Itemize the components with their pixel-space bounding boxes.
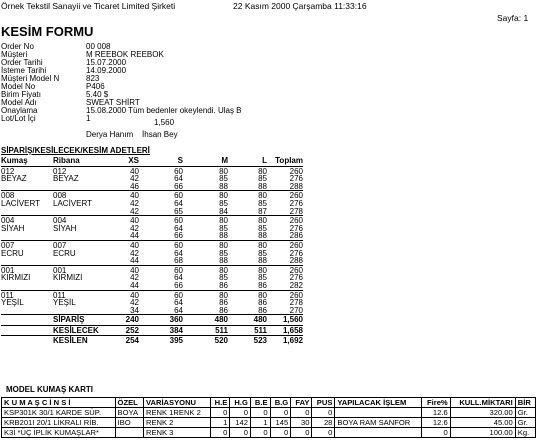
qty-cell: 276 [289, 223, 303, 233]
fabric-cell: KRB201I 20/1 LİKRALI RİB. [2, 418, 116, 428]
qty-cell: 44 [130, 256, 139, 266]
fabric-cell: 1 [210, 418, 230, 428]
qty-cell: 270 [289, 305, 303, 315]
total-value: 1,560 [267, 315, 303, 326]
qty-cell: 86 [258, 280, 267, 290]
qty-cell: 87 [258, 206, 267, 216]
qty-cell: 40 [101, 240, 139, 249]
kumas-cell: 012 [1, 166, 53, 175]
qty-cell: 260 [267, 290, 303, 299]
total-value: 523 [228, 336, 267, 346]
qty-cell: 80 [183, 166, 228, 175]
qty-cell: 85 [258, 248, 267, 258]
ribana-cell [53, 307, 101, 315]
qty-cell: 64 [174, 273, 183, 283]
fabric-cell: 45.00 [450, 418, 515, 428]
field-value: 1 [86, 114, 91, 123]
total-value: 254 [101, 336, 139, 346]
table-row [1, 282, 303, 290]
col-ribana: Ribana [53, 156, 80, 165]
col-kumas: Kumaş [1, 156, 28, 165]
qty-cell: 40 [101, 216, 139, 225]
fabric-cell: KSP301K 30/1 KARDE SÜP. [2, 408, 116, 418]
col-s: S [177, 156, 183, 165]
fabric-cell: 320.00 [450, 408, 515, 418]
qty-cell: 85 [219, 248, 228, 258]
col-toplam: Toplam [275, 156, 303, 165]
qty-cell: 66 [174, 280, 183, 290]
cut-quantity-table [1, 157, 303, 346]
qty-cell: 80 [183, 216, 228, 225]
qty-cell: 44 [130, 231, 139, 241]
ribana-cell: 007 [53, 240, 101, 249]
qty-cell: 86 [219, 305, 228, 315]
table-row [2, 428, 536, 438]
qty-cell: 80 [183, 240, 228, 249]
qty-cell: 68 [174, 256, 183, 266]
qty-cell: 85 [219, 174, 228, 184]
field-value: M REEBOK REEBOK [86, 50, 164, 59]
qty-cell: 60 [139, 191, 183, 200]
col-xs: XS [128, 156, 139, 165]
kumas-cell: 007 [1, 240, 53, 249]
fabric-cell: 1 [250, 418, 270, 428]
qty-cell: 64 [174, 223, 183, 233]
qty-cell: 288 [289, 256, 303, 266]
qty-cell: 60 [139, 216, 183, 225]
total-value: 252 [101, 325, 139, 336]
field-label: Order Tarihi [1, 58, 43, 67]
kumas-cell: BEYAZ [1, 174, 27, 184]
fabric-col-header: B.G [270, 398, 291, 408]
qty-cell: 42 [130, 206, 139, 216]
qty-cell: 60 [139, 240, 183, 249]
qty-cell: 80 [183, 265, 228, 274]
ribana-cell: 004 [53, 216, 101, 225]
total-value: 240 [101, 315, 139, 326]
qty-cell: 42 [130, 273, 139, 283]
total-label: SİPARİŞ [53, 315, 101, 326]
qty-cell: 88 [219, 181, 228, 191]
qty-cell: 80 [228, 290, 267, 299]
fabric-cell: 0 [250, 408, 270, 418]
qty-cell: 88 [258, 181, 267, 191]
field-value: 14.09.2000 [86, 66, 127, 75]
qty-cell: 86 [219, 298, 228, 308]
fabric-cell: 30 [291, 418, 312, 428]
qty-cell: 42 [130, 298, 139, 308]
ribana-cell: 011 [53, 290, 101, 299]
fabric-table-header [2, 398, 536, 408]
fabric-cell: 0 [210, 428, 230, 438]
qty-cell: 65 [174, 206, 183, 216]
kumas-cell [1, 307, 53, 315]
page-title: KESİM FORMU [1, 24, 94, 39]
ribana-cell [53, 208, 101, 216]
cut-section-title: SİPARİŞ/KESİLECEK/KESİM ADETLERİ [1, 146, 150, 155]
fabric-cell: BOYA RAM SANFOR [335, 418, 422, 428]
kumas-cell: ECRU [1, 248, 24, 258]
field-label: Model Adı [1, 98, 37, 107]
total-value: 480 [228, 315, 267, 326]
fabric-col-header: PUS [312, 398, 335, 408]
table-row [2, 408, 536, 418]
qty-cell: 260 [267, 166, 303, 175]
table-row [1, 208, 303, 216]
qty-cell: 278 [289, 206, 303, 216]
qty-cell: 40 [101, 265, 139, 274]
qty-cell: 80 [183, 191, 228, 200]
qty-cell: 44 [130, 280, 139, 290]
qty-cell: 282 [289, 280, 303, 290]
fabric-col-header: K U M A Ş C İ N S İ [2, 398, 116, 408]
qty-cell: 88 [258, 231, 267, 241]
table-row [1, 232, 303, 240]
col-m: M [221, 156, 228, 165]
fabric-col-header: KULL.MİKTARI [450, 398, 515, 408]
qty-cell: 276 [289, 174, 303, 184]
fabric-col-header: VARİASYONU [143, 398, 210, 408]
total-spacer [1, 325, 53, 336]
field-label: Order No [1, 42, 34, 51]
fabric-cell: 100.00 [450, 428, 515, 438]
fabric-cell: K3İ *ÜÇ İPLİK KUMAŞLAR* [2, 428, 116, 438]
kumas-cell [1, 208, 53, 216]
fabric-cell: 0 [422, 428, 451, 438]
fabric-cell: Kg. [515, 428, 535, 438]
field-value: 15.08.2000 Tüm bedenler okeylendi. Ulaş B [86, 106, 242, 115]
fabric-col-header: B.E [250, 398, 270, 408]
field-value: 00 008 [86, 42, 111, 51]
qty-cell: 66 [174, 231, 183, 241]
total-label: KESİLEN [53, 336, 101, 346]
kumas-cell [1, 232, 53, 240]
table-row [1, 307, 303, 315]
qty-cell: 86 [219, 280, 228, 290]
lot-quantity: 1,560 [154, 118, 175, 127]
fabric-col-header: H.E [210, 398, 230, 408]
qty-cell: 85 [219, 223, 228, 233]
qty-cell: 260 [267, 191, 303, 200]
total-spacer [1, 315, 53, 326]
col-l: L [262, 156, 267, 165]
qty-cell: 42 [130, 174, 139, 184]
kumas-cell [1, 282, 53, 290]
table-row [1, 257, 303, 265]
fabric-cell: 0 [291, 408, 312, 418]
qty-cell: 64 [174, 305, 183, 315]
qty-cell: 85 [258, 273, 267, 283]
total-value: 520 [183, 336, 228, 346]
qty-cell: 80 [228, 191, 267, 200]
fabric-col-header: YAPILACAK İŞLEM [335, 398, 422, 408]
kumas-cell: 008 [1, 191, 53, 200]
kumas-cell: SİYAH [1, 223, 25, 233]
field-value: 823 [86, 74, 100, 83]
qty-cell: 80 [228, 166, 267, 175]
qty-cell: 86 [258, 305, 267, 315]
fabric-cell: 0 [250, 428, 270, 438]
fabric-cell: 142 [230, 418, 251, 428]
total-value: 395 [139, 336, 183, 346]
total-spacer [1, 336, 53, 346]
kumas-cell: YEŞİL [1, 298, 24, 308]
qty-cell: 80 [183, 290, 228, 299]
fabric-card-table [1, 397, 536, 438]
total-value: 360 [139, 315, 183, 326]
field-value: SWEAT SHİRT [86, 98, 140, 107]
fabric-cell [335, 428, 422, 438]
fabric-cell: 0 [312, 408, 335, 418]
field-label: Birim Fiyatı [1, 90, 41, 99]
qty-cell: 85 [258, 174, 267, 184]
field-label: Müşteri Model N [1, 74, 60, 83]
field-label: Lot/Lot İçi [1, 114, 36, 123]
fabric-cell: RENK 2 [143, 418, 210, 428]
kumas-cell: LACİVERT [1, 198, 40, 208]
ribana-cell: ECRU [53, 248, 76, 258]
total-value: 511 [228, 325, 267, 336]
kumas-cell: 011 [1, 290, 53, 299]
qty-cell: 64 [174, 298, 183, 308]
field-label: Model No [1, 82, 36, 91]
total-row [1, 325, 303, 336]
qty-cell: 276 [289, 273, 303, 283]
qty-cell: 84 [219, 206, 228, 216]
qty-cell: 288 [289, 181, 303, 191]
qty-cell: 80 [228, 240, 267, 249]
total-row [1, 315, 303, 326]
qty-cell: 88 [219, 256, 228, 266]
kumas-cell: 001 [1, 265, 53, 274]
fabric-cell: 0 [230, 408, 251, 418]
qty-cell: 85 [258, 223, 267, 233]
qty-cell: 85 [258, 198, 267, 208]
kumas-cell [1, 257, 53, 265]
qty-cell: 64 [174, 174, 183, 184]
total-value: 1,658 [267, 325, 303, 336]
qty-cell: 88 [219, 231, 228, 241]
kumas-cell [1, 183, 53, 191]
total-value: 384 [139, 325, 183, 336]
qty-cell: 60 [139, 290, 183, 299]
qty-cell: 60 [139, 166, 183, 175]
ribana-cell [53, 257, 101, 265]
total-row [1, 336, 303, 346]
qty-cell: 40 [101, 290, 139, 299]
qty-cell: 260 [267, 265, 303, 274]
print-datetime: 22 Kasım 2000 Çarşamba 11:33:16 [233, 1, 367, 11]
qty-cell: 276 [289, 248, 303, 258]
fabric-cell [115, 428, 143, 438]
fabric-col-header: FAY [291, 398, 312, 408]
fabric-cell: 0 [270, 428, 291, 438]
table-row [1, 183, 303, 191]
total-value: 480 [183, 315, 228, 326]
fabric-cell: RENK 1RENK 2 [143, 408, 210, 418]
fabric-cell: BOYA [115, 408, 143, 418]
page-number: Sayfa: 1 [497, 13, 529, 23]
fabric-cell: 12.6 [422, 408, 451, 418]
fabric-cell: 28 [312, 418, 335, 428]
kumas-cell: KIRMIZI [1, 273, 31, 283]
fabric-cell: 0 [312, 428, 335, 438]
ribana-cell: 008 [53, 191, 101, 200]
fabric-cell: 0 [270, 408, 291, 418]
ribana-cell [53, 232, 101, 240]
qty-cell: 60 [139, 265, 183, 274]
qty-cell: 86 [258, 298, 267, 308]
total-value: 511 [183, 325, 228, 336]
table-row [2, 418, 536, 428]
qty-cell: 46 [130, 181, 139, 191]
fabric-col-header: H.G [230, 398, 251, 408]
ribana-cell: YEŞİL [53, 298, 76, 308]
ribana-cell: KIRMIZI [53, 273, 83, 283]
field-value: 15.07.2000 [86, 58, 127, 67]
fabric-col-header: BİR [515, 398, 535, 408]
kumas-cell: 004 [1, 216, 53, 225]
fabric-cell: 0 [230, 428, 251, 438]
qty-cell: 42 [130, 248, 139, 258]
qty-cell: 64 [174, 248, 183, 258]
ribana-cell: SİYAH [53, 223, 77, 233]
ribana-cell: 012 [53, 166, 101, 175]
qty-cell: 40 [101, 166, 139, 175]
qty-cell: 34 [130, 305, 139, 315]
fabric-cell [335, 408, 422, 418]
qty-cell: 85 [219, 273, 228, 283]
ribana-cell [53, 282, 101, 290]
qty-cell: 88 [258, 256, 267, 266]
qty-cell: 278 [289, 298, 303, 308]
qty-cell: 42 [130, 223, 139, 233]
qty-cell: 66 [174, 181, 183, 191]
field-label: İsteme Tarihi [1, 66, 47, 75]
ribana-cell: LACİVERT [53, 198, 92, 208]
fabric-cell: Gr. [515, 418, 535, 428]
fabric-cell: Gr. [515, 408, 535, 418]
fabric-col-header: ÖZEL [115, 398, 143, 408]
fabric-cell: 0 [210, 408, 230, 418]
qty-cell: 276 [289, 198, 303, 208]
fabric-cell: IBO [115, 418, 143, 428]
field-label: Müşteri [1, 50, 28, 59]
fabric-cell: 0 [291, 428, 312, 438]
qty-cell: 42 [130, 198, 139, 208]
qty-cell: 80 [228, 216, 267, 225]
qty-cell: 64 [174, 198, 183, 208]
ribana-cell: 001 [53, 265, 101, 274]
field-value: P406 [86, 82, 105, 91]
qty-cell: 260 [267, 216, 303, 225]
ribana-cell [53, 183, 101, 191]
fabric-cell: 12.6 [422, 418, 451, 428]
total-label: KESİLECEK [53, 325, 101, 336]
field-label: Onaylama [1, 106, 38, 115]
field-value: 5.40 $ [86, 90, 109, 99]
qty-cell: 286 [289, 231, 303, 241]
qty-cell: 85 [219, 198, 228, 208]
signatures: Derya Hanım İhsan Bey [86, 130, 178, 139]
qty-cell: 80 [228, 265, 267, 274]
fabric-cell: 145 [270, 418, 291, 428]
fabric-section-title: MODEL KUMAŞ KARTI [6, 385, 93, 394]
fabric-cell: RENK 3 [143, 428, 210, 438]
fabric-col-header: Fire% [422, 398, 451, 408]
total-value: 1,692 [267, 336, 303, 346]
qty-cell: 40 [101, 191, 139, 200]
ribana-cell: BEYAZ [53, 174, 79, 184]
cut-table-header [1, 157, 303, 166]
qty-cell: 260 [267, 240, 303, 249]
company-name: Örnek Tekstil Sanayii ve Ticaret Limited Şirketi [1, 1, 176, 11]
